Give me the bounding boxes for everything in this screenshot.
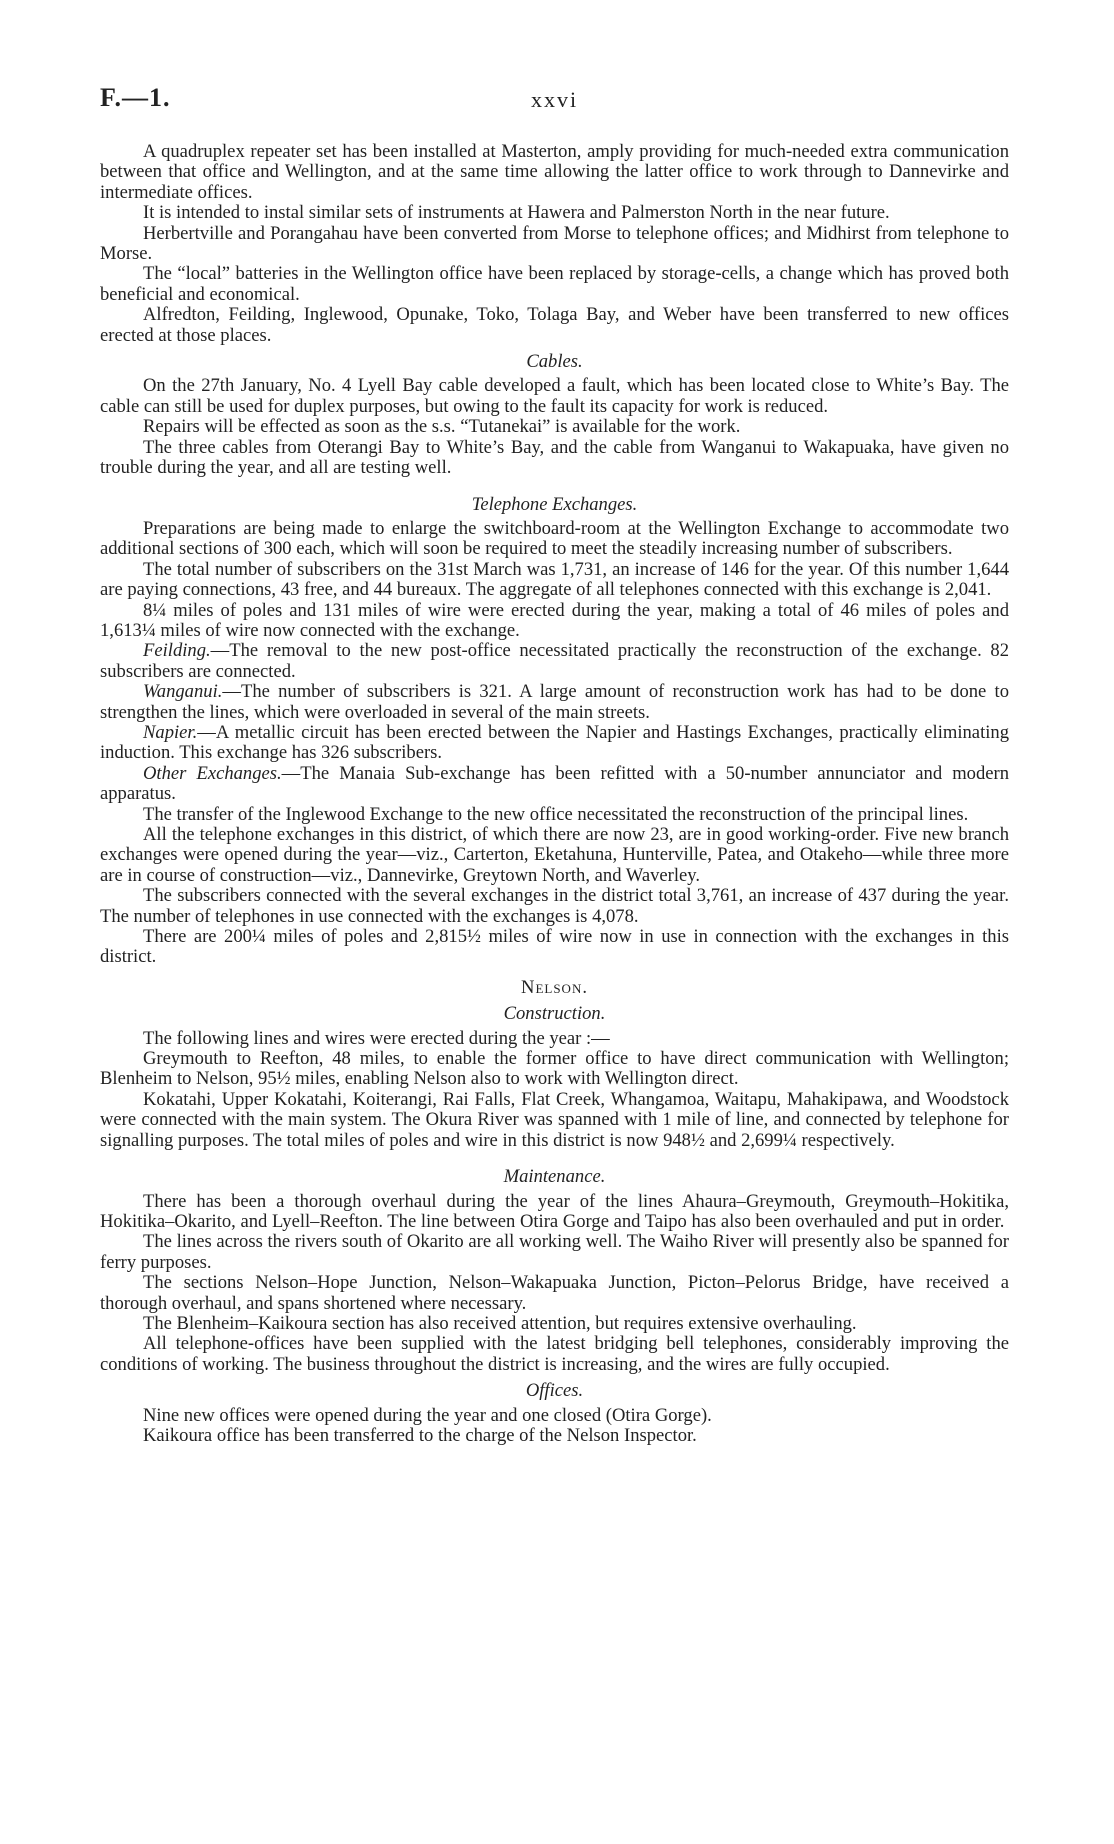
paragraph: Preparations are being made to enlarge the switchboard-room at the Wellington Exchange to accommodate two additional sections of 300 each, which will soon be required to meet the steadily increasing number of subscribers. bbox=[100, 517, 1009, 560]
paragraph: It is intended to instal similar sets of instruments at Hawera and Palmerston North in the near future. bbox=[143, 202, 890, 224]
paragraph: Repairs will be effected as soon as the s.s. “Tutanekai” is available for the work. bbox=[143, 416, 741, 438]
section-heading-offices: Offices. bbox=[525, 1380, 584, 1402]
paragraph-wanganui bbox=[100, 682, 1009, 723]
document-reference: F.—1. bbox=[100, 83, 171, 112]
paragraph: Nine new offices were opened during the year and one closed (Otira Gorge). bbox=[143, 1404, 712, 1426]
paragraph: On the 27th January, No. 4 Lyell Bay cable developed a fault, which has been located close to White’s Bay. The cable can still be used for duplex purposes, but owing to the fault its capacity for work is reduced. bbox=[100, 375, 1009, 417]
run-in-heading-feilding: Feilding. bbox=[143, 640, 211, 662]
district-heading-nelson: Nelson. bbox=[521, 976, 588, 998]
paragraph: The total number of subscribers on the 31st March was 1,731, an increase of 146 for the year. Of this number 1,644 are paying connections, 43 free, and 44 bureaux. The aggregate of all telephones connected with this exchange is 2,041. bbox=[100, 558, 1009, 601]
paragraph-napier bbox=[100, 723, 1009, 764]
paragraph: The lines across the rivers south of Okarito are all working well. The Waiho River will presently also be spanned for ferry purposes. bbox=[100, 1231, 1009, 1273]
paragraph: The three cables from Oterangi Bay to White’s Bay, and the cable from Wanganui to Wakapuaka, have given no trouble during the year, and all are testing well. bbox=[100, 436, 1009, 479]
paragraph: The sections Nelson–Hope Junction, Nelson–Wakapuaka Junction, Picton–Pelorus Bridge, have received a thorough overhaul, and spans shortened where necessary. bbox=[100, 1272, 1009, 1314]
paragraph-feilding bbox=[100, 641, 1009, 682]
paragraph: Kaikoura office has been transferred to the charge of the Nelson Inspector. bbox=[143, 1424, 697, 1446]
paragraph-text: —The removal to the new post-office necessitated practically the reconstruction of the exchange. 82 subscribers are connected. bbox=[100, 640, 1009, 682]
paragraph: Kokatahi, Upper Kokatahi, Koiterangi, Rai Falls, Flat Creek, Whangamoa, Waitapu, Mahakipawa, and Woodstock were connected with the main system. The Okura River was spanned with 1 mile of line, and connected by telephone for signalling purposes. The total miles of poles and wire in this district is now 948½ and 2,699¼ respectively. bbox=[100, 1088, 1009, 1151]
section-heading-cables: Cables. bbox=[526, 351, 583, 373]
paragraph: There has been a thorough overhaul during the year of the lines Ahaura–Greymouth, Greymouth–Hokitika, Hokitika–Okarito, and Lyell–Reefton. The line between Otira Gorge and Taipo has also been overhauled and put in order. bbox=[100, 1190, 1009, 1232]
paragraph: Alfredton, Feilding, Inglewood, Opunake, Toko, Tolaga Bay, and Weber have been transferred to new offices erected at those places. bbox=[100, 304, 1009, 346]
paragraph: All the telephone exchanges in this district, of which there are now 23, are in good working-order. Five new branch exchanges were opened during the year—viz., Carterton, Eketahuna, Hunterville, Patea, and Otakeho—while three more are in course of construction—viz., Dannevirke, Greytown North, and Waverley. bbox=[100, 824, 1009, 886]
paragraph-text: —A metallic circuit has been erected between the Napier and Hastings Exchanges, practically eliminating induction. This exchange has 326 subscribers. bbox=[100, 721, 1009, 764]
run-in-heading-napier: Napier. bbox=[143, 721, 198, 743]
paragraph: A quadruplex repeater set has been installed at Masterton, amply providing for much-needed extra communication between that office and Wellington, and at the same time allowing the latter office to work through to Dannevirke and intermediate offices. bbox=[100, 141, 1009, 203]
run-in-heading-other-exchanges: Other Exchanges. bbox=[143, 762, 282, 784]
paragraph: The transfer of the Inglewood Exchange to the new office necessitated the reconstruction of the principal lines. bbox=[143, 803, 969, 825]
paragraph: There are 200¼ miles of poles and 2,815½ miles of wire now in use in connection with the exchanges in this district. bbox=[100, 926, 1009, 968]
paragraph: Greymouth to Reefton, 48 miles, to enable the former office to have direct communication with Wellington; Blenheim to Nelson, 95½ miles, enabling Nelson also to work with Wellington direct. bbox=[100, 1048, 1009, 1090]
section-heading-maintenance: Maintenance. bbox=[503, 1166, 606, 1188]
paragraph-text: —The number of subscribers is 321. A large amount of reconstruction work has had to be done to strengthen the lines, which were overloaded in several of the main streets. bbox=[100, 681, 1009, 723]
page-header bbox=[100, 83, 1009, 128]
paragraph: The Blenheim–Kaikoura section has also received attention, but requires extensive overhauling. bbox=[143, 1312, 857, 1334]
page-number: xxvi bbox=[530, 87, 579, 112]
paragraph: 8¼ miles of poles and 131 miles of wire were erected during the year, making a total of 46 miles of poles and 1,613¼ miles of wire now connected with the exchange. bbox=[100, 599, 1009, 641]
paragraph-text: —The Manaia Sub-exchange has been refitted with a 50-number annunciator and modern apparatus. bbox=[100, 762, 1009, 805]
paragraph-other-exchanges bbox=[100, 764, 1009, 805]
paragraph: The following lines and wires were erected during the year :— bbox=[143, 1027, 610, 1049]
section-heading-construction: Construction. bbox=[503, 1003, 606, 1025]
run-in-heading-wanganui: Wanganui. bbox=[143, 681, 223, 703]
paragraph: The “local” batteries in the Wellington office have been replaced by storage-cells, a change which has proved both beneficial and economical. bbox=[100, 263, 1009, 305]
paragraph: The subscribers connected with the several exchanges in the district total 3,761, an increase of 437 during the year. The number of telephones in use connected with the exchanges is 4,078. bbox=[100, 885, 1009, 927]
paragraph: Herbertville and Porangahau have been converted from Morse to telephone offices; and Midhirst from telephone to Morse. bbox=[100, 222, 1009, 265]
paragraph: All telephone-offices have been supplied with the latest bridging bell telephones, considerably improving the conditions of working. The business throughout the district is increasing, and the wires are fully occupied. bbox=[100, 1333, 1009, 1375]
section-heading-telephone-exchanges: Telephone Exchanges. bbox=[471, 493, 638, 515]
